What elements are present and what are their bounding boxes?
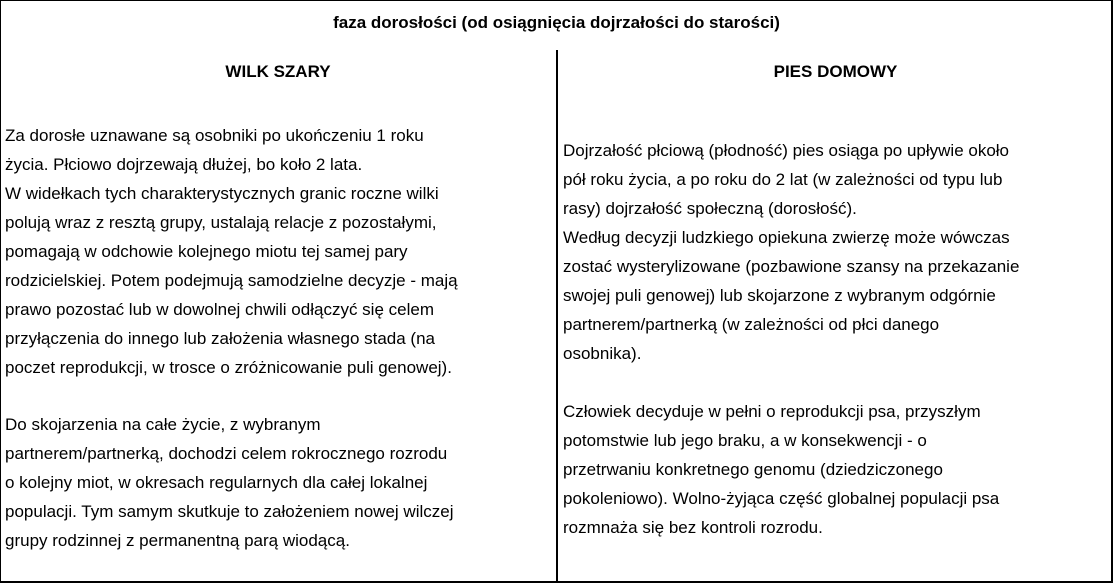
text-line: partnerem/partnerką (w zależności od płci danego: [563, 315, 940, 334]
text-line: prawo pozostać lub w dowolnej chwili odłączyć się celem: [5, 300, 434, 319]
dog-paragraph-2: [563, 397, 1109, 542]
text-line: przetrwaniu konkretnego genomu (dziedziczonego: [563, 460, 943, 479]
column-header-dog: PIES DOMOWY: [773, 62, 898, 81]
text-line: Według decyzji ludzkiego opiekuna zwierzę może wówczas: [563, 228, 1010, 247]
text-line: o kolejny miot, w okresach regularnych dla całej lokalnej: [5, 473, 428, 492]
text-line: Dojrzałość płciową (płodność) pies osiąga po upływie około: [563, 141, 1010, 160]
text-line: rodzicielskiej. Potem podejmują samodzielne decyzje - mają: [5, 271, 458, 290]
wolf-paragraph-2: [5, 410, 553, 555]
text-line: osobnika).: [563, 344, 642, 363]
text-line: potomstwie lub jego braku, a w konsekwencji - o: [563, 431, 927, 450]
text-line: W widełkach tych charakterystycznych granic roczne wilki: [5, 184, 439, 203]
text-line: populacji. Tym samym skutkuje to założeniem nowej wilczej: [5, 502, 454, 521]
text-line: pomagają w odchowie kolejnego miotu tej samej pary: [5, 242, 408, 261]
text-line: przyłączenia do innego lub założenia własnego stada (na: [5, 329, 436, 348]
table-title: faza dorosłości (od osiągnięcia dojrzałości do starości): [333, 13, 780, 32]
text-line: partnerem/partnerką, dochodzi celem rokrocznego rozrodu: [5, 444, 448, 463]
text-line: polują wraz z resztą grupy, ustalają relacje z pozostałymi,: [5, 213, 437, 232]
text-line: grupy rodzinnej z permanentną parą wiodącą.: [5, 531, 350, 550]
column-header-wolf: WILK SZARY: [225, 62, 331, 81]
column-divider: [556, 50, 558, 583]
text-line: swojej puli genowej) lub skojarzone z wybranym odgórnie: [563, 286, 996, 305]
text-line: Człowiek decyduje w pełni o reprodukcji psa, przyszłym: [563, 402, 981, 421]
text-line: zostać wysterylizowane (pozbawione szansy na przekazanie: [563, 257, 1020, 276]
dog-paragraph-1: [563, 136, 1109, 368]
text-line: pół roku życia, a po roku do 2 lat (w zależności od typu lub: [563, 170, 1003, 189]
wolf-paragraph-1: [5, 121, 553, 382]
text-line: pokoleniowo). Wolno-żyjąca część globalnej populacji psa: [563, 489, 1000, 508]
text-line: Za dorosłe uznawane są osobniki po ukończeniu 1 roku: [5, 126, 424, 145]
text-line: rozmnaża się bez kontroli rozrodu.: [563, 518, 823, 537]
text-line: poczet reprodukcji, w trosce o zróżnicowanie puli genowej).: [5, 358, 452, 377]
text-line: rasy) dojrzałość społeczną (dorosłość).: [563, 199, 857, 218]
text-line: życia. Płciowo dojrzewają dłużej, bo koło 2 lata.: [5, 155, 363, 174]
text-line: Do skojarzenia na całe życie, z wybranym: [5, 415, 321, 434]
